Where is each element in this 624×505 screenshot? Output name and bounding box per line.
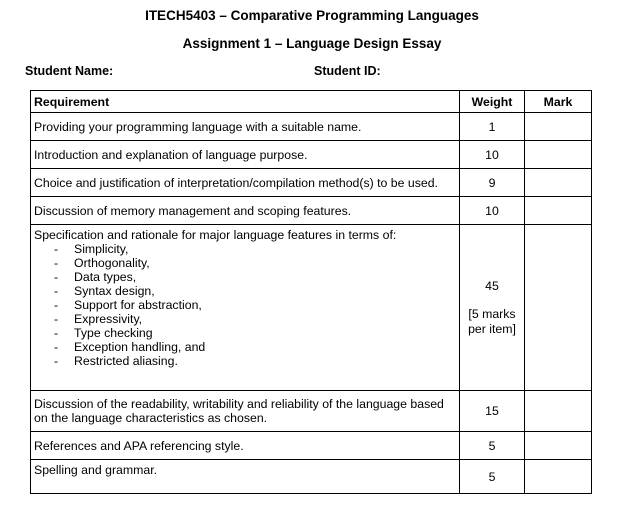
column-header-weight: Weight bbox=[460, 91, 525, 113]
mark-cell[interactable] bbox=[525, 225, 592, 391]
column-header-requirement: Requirement bbox=[31, 91, 460, 113]
weight-cell: 1 bbox=[460, 113, 525, 141]
feature-intro-text: Specification and rationale for major language features in terms of: bbox=[34, 228, 397, 242]
weight-cell: 15 bbox=[460, 391, 525, 432]
course-title: ITECH5403 – Comparative Programming Languages bbox=[145, 8, 479, 23]
student-name-label: Student Name: bbox=[25, 64, 114, 78]
mark-cell[interactable] bbox=[525, 460, 592, 494]
table-row bbox=[31, 391, 592, 432]
student-id-label: Student ID: bbox=[314, 64, 381, 78]
mark-cell[interactable] bbox=[525, 141, 592, 169]
table-row bbox=[31, 225, 592, 391]
list-item: - Restricted aliasing. bbox=[54, 354, 456, 368]
table-row bbox=[31, 169, 592, 197]
weight-cell: 10 bbox=[460, 141, 525, 169]
requirement-cell: Spelling and grammar. bbox=[31, 460, 460, 494]
weight-value: 45 bbox=[485, 278, 499, 293]
table-header-row bbox=[31, 91, 592, 113]
list-item: - Expressivity, bbox=[54, 312, 456, 326]
weight-cell: 10 bbox=[460, 197, 525, 225]
requirement-cell: Choice and justification of interpretation/compilation method(s) to be used. bbox=[31, 169, 460, 197]
requirement-cell: References and APA referencing style. bbox=[31, 432, 460, 460]
mark-cell[interactable] bbox=[525, 432, 592, 460]
list-item: - Data types, bbox=[54, 270, 456, 284]
mark-cell[interactable] bbox=[525, 113, 592, 141]
requirement-cell: Introduction and explanation of language purpose. bbox=[31, 141, 460, 169]
list-item: - Simplicity, bbox=[54, 242, 456, 256]
list-item: - Exception handling, and bbox=[54, 340, 456, 354]
table-row bbox=[31, 113, 592, 141]
column-header-mark: Mark bbox=[525, 91, 592, 113]
list-item: - Type checking bbox=[54, 326, 456, 340]
list-item: - Syntax design, bbox=[54, 284, 456, 298]
table-row bbox=[31, 197, 592, 225]
list-item: - Orthogonality, bbox=[54, 256, 456, 270]
requirement-cell: Discussion of the readability, writability and reliability of the language based on the language characteristics as chosen. bbox=[31, 391, 460, 432]
weight-cell: 5 bbox=[460, 460, 525, 494]
mark-cell[interactable] bbox=[525, 169, 592, 197]
requirement-cell: Discussion of memory management and scoping features. bbox=[31, 197, 460, 225]
table-row bbox=[31, 141, 592, 169]
weight-cell bbox=[460, 225, 525, 391]
mark-cell[interactable] bbox=[525, 391, 592, 432]
weight-note: [5 marks per item] bbox=[468, 306, 516, 336]
feature-list bbox=[34, 242, 456, 368]
weight-cell: 5 bbox=[460, 432, 525, 460]
requirement-cell: Providing your programming language with a suitable name. bbox=[31, 113, 460, 141]
marking-rubric-table bbox=[30, 90, 592, 494]
mark-cell[interactable] bbox=[525, 197, 592, 225]
assignment-title: Assignment 1 – Language Design Essay bbox=[182, 36, 442, 51]
table-row bbox=[31, 432, 592, 460]
list-item: - Support for abstraction, bbox=[54, 298, 456, 312]
table-row bbox=[31, 460, 592, 494]
weight-cell: 9 bbox=[460, 169, 525, 197]
requirement-cell bbox=[31, 225, 460, 391]
